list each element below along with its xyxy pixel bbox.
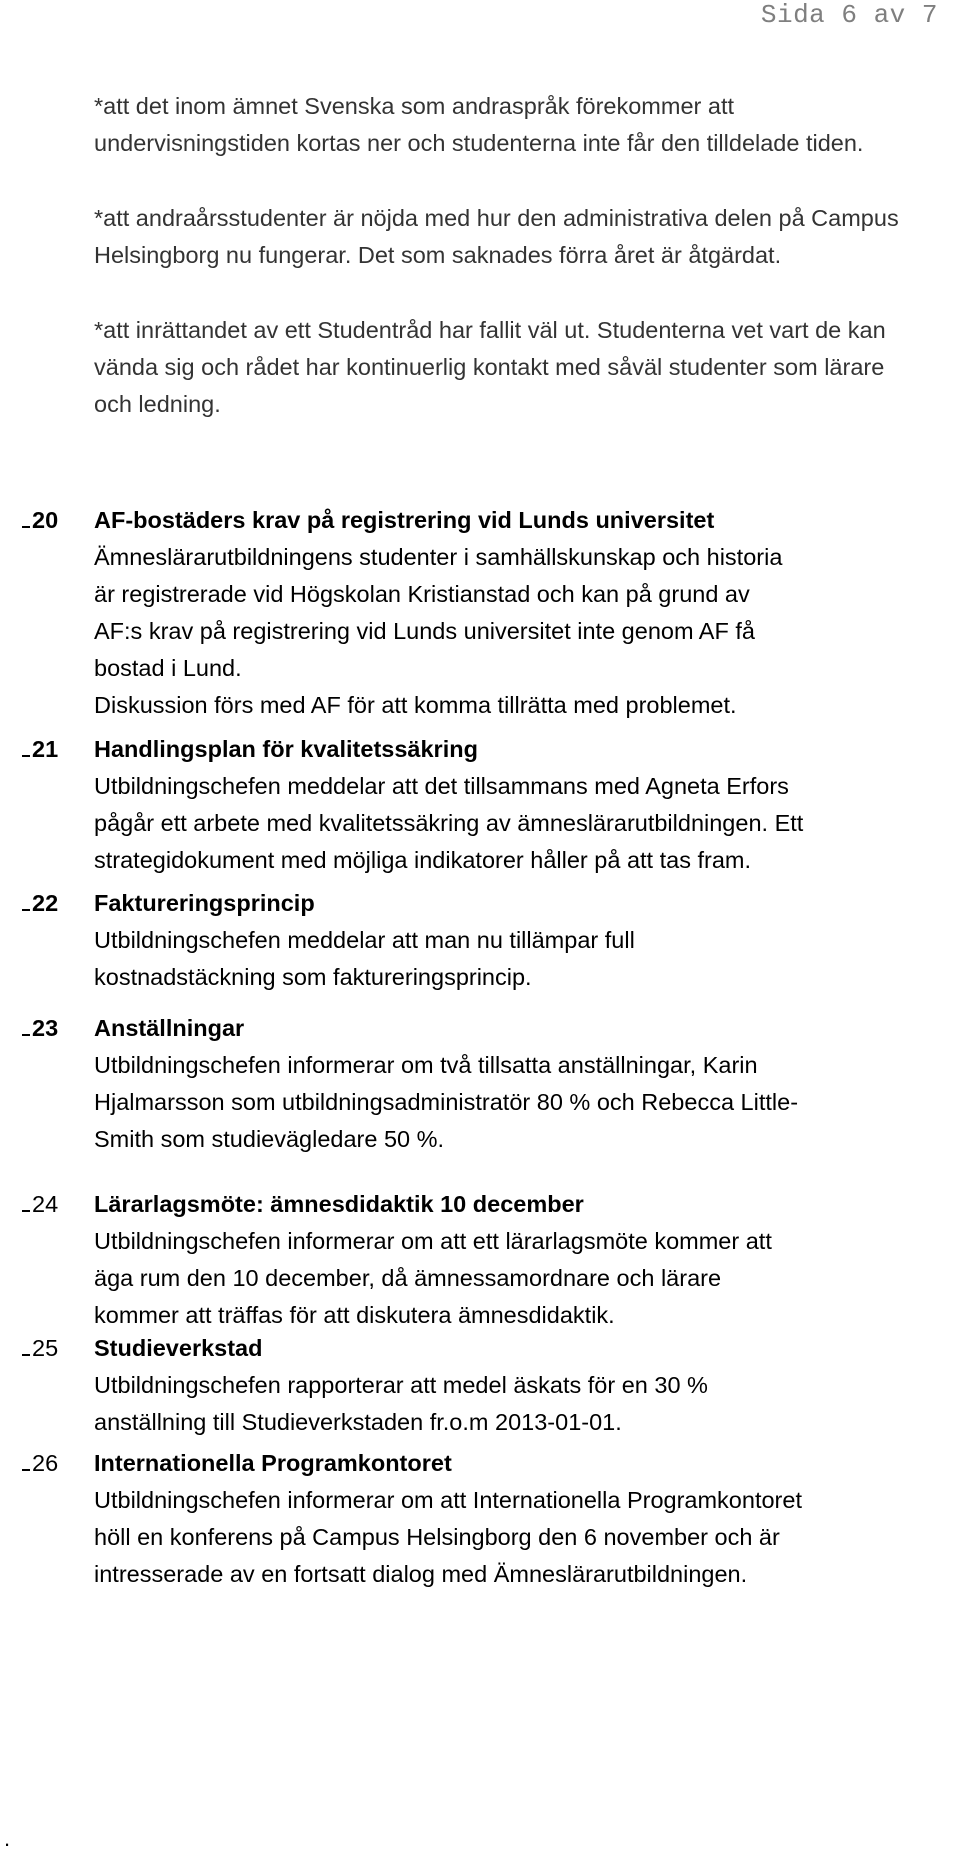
agenda-item-body: [94, 1010, 924, 1158]
agenda-item-title: Handlingsplan för kvalitetssäkring: [94, 736, 478, 762]
bullet-mark: [22, 1210, 30, 1212]
page-number-header: Sida 6 av 7: [760, 0, 938, 30]
agenda-item-title: Internationella Programkontoret: [94, 1450, 452, 1476]
agenda-item-text-line: Utbildningschefen meddelar att man nu tillämpar full: [94, 927, 635, 953]
agenda-item-number-text: 25: [32, 1335, 59, 1361]
agenda-item-text-line: AF:s krav på registrering vid Lunds universitet inte genom AF få: [94, 618, 755, 644]
agenda-item-text-line: Smith som studievägledare 50 %.: [94, 1126, 445, 1152]
agenda-item-number-text: 21: [32, 736, 59, 762]
agenda-item-number: [22, 502, 58, 539]
agenda-item-title: Lärarlagsmöte: ämnesdidaktik 10 december: [94, 1191, 584, 1217]
agenda-item-text-line: äga rum den 10 december, då ämnessamordnare och lärare: [94, 1265, 722, 1291]
intro-findings: [94, 88, 924, 461]
agenda-item-text-line: är registrerade vid Högskolan Kristianstad och kan på grund av: [94, 581, 750, 607]
finding-paragraph: *att det inom ämnet Svenska som andraspråk förekommer att undervisningstiden kortas ner och studenterna inte får den tilldelade tiden.: [94, 93, 864, 156]
agenda-item-title: AF-bostäders krav på registrering vid Lunds universitet: [94, 507, 715, 533]
agenda-item-body: [94, 885, 924, 996]
agenda-item-number-text: 24: [32, 1191, 59, 1217]
agenda-item-text-line: pågår ett arbete med kvalitetssäkring av ämneslärarutbildningen. Ett: [94, 810, 804, 836]
agenda-item-text-line: Utbildningschefen rapporterar att medel äskats för en 30 %: [94, 1372, 708, 1398]
agenda-item-text-line: Hjalmarsson som utbildningsadministratör 80 % och Rebecca Little-: [94, 1089, 799, 1115]
agenda-item-body: [94, 502, 924, 724]
bullet-mark: [22, 1034, 30, 1036]
agenda-item-number: [22, 1186, 58, 1223]
agenda-item-text-line: kommer att träffas för att diskutera ämnesdidaktik.: [94, 1302, 615, 1328]
agenda-item-number-text: 26: [32, 1450, 59, 1476]
agenda-item-number: [22, 1010, 58, 1047]
finding-paragraph: *att andraårsstudenter är nöjda med hur den administrativa delen på Campus Helsingborg nu fungerar. Det som saknades förra året är åtgärdat.: [94, 205, 899, 268]
agenda-item-number-text: 23: [32, 1015, 59, 1041]
bullet-mark: [22, 1469, 30, 1471]
bullet-mark: [22, 526, 30, 528]
agenda-item-number: [22, 731, 58, 768]
agenda-item-number: [22, 1330, 58, 1367]
agenda-item-text-line: kostnadstäckning som faktureringsprincip.: [94, 964, 532, 990]
footer-dot: .: [4, 1826, 11, 1851]
agenda-item-number-text: 20: [32, 507, 59, 533]
agenda-item-body: [94, 1186, 924, 1334]
agenda-item-text-line: bostad i Lund.: [94, 655, 242, 681]
agenda-item-title: Faktureringsprincip: [94, 890, 315, 916]
agenda-item-body: [94, 1445, 924, 1593]
agenda-item-body: [94, 731, 924, 879]
agenda-item-text-line: höll en konferens på Campus Helsingborg den 6 november och är: [94, 1524, 780, 1550]
bullet-mark: [22, 909, 30, 911]
agenda-item-title: Studieverkstad: [94, 1335, 263, 1361]
agenda-item-text-line: Utbildningschefen meddelar att det tillsammans med Agneta Erfors: [94, 773, 789, 799]
agenda-item-text-line: Utbildningschefen informerar om att ett lärarlagsmöte kommer att: [94, 1228, 772, 1254]
finding-paragraph: *att inrättandet av ett Studentråd har fallit väl ut. Studenterna vet vart de kan vända sig och rådet har kontinuerlig kontakt med såväl studenter som lärare och ledning.: [94, 317, 886, 417]
agenda-item-number-text: 22: [32, 890, 59, 916]
bullet-mark: [22, 1354, 30, 1356]
agenda-item-text-line: Utbildningschefen informerar om två tillsatta anställningar, Karin: [94, 1052, 758, 1078]
agenda-item-body: [94, 1330, 924, 1441]
agenda-item-text-line: Utbildningschefen informerar om att Internationella Programkontoret: [94, 1487, 802, 1513]
agenda-item-title: Anställningar: [94, 1015, 245, 1041]
agenda-item-number: [22, 1445, 58, 1482]
bullet-mark: [22, 755, 30, 757]
agenda-item-text-line: strategidokument med möjliga indikatorer håller på att tas fram.: [94, 847, 752, 873]
agenda-item-number: [22, 885, 58, 922]
agenda-item-text-line: Ämneslärarutbildningens studenter i samhällskunskap och historia: [94, 544, 783, 570]
agenda-item-text-line: anställning till Studieverkstaden fr.o.m 2013-01-01.: [94, 1409, 622, 1435]
agenda-item-text-line: Diskussion förs med AF för att komma tillrätta med problemet.: [94, 692, 737, 718]
agenda-item-text-line: intresserade av en fortsatt dialog med Ämneslärarutbildningen.: [94, 1561, 748, 1587]
